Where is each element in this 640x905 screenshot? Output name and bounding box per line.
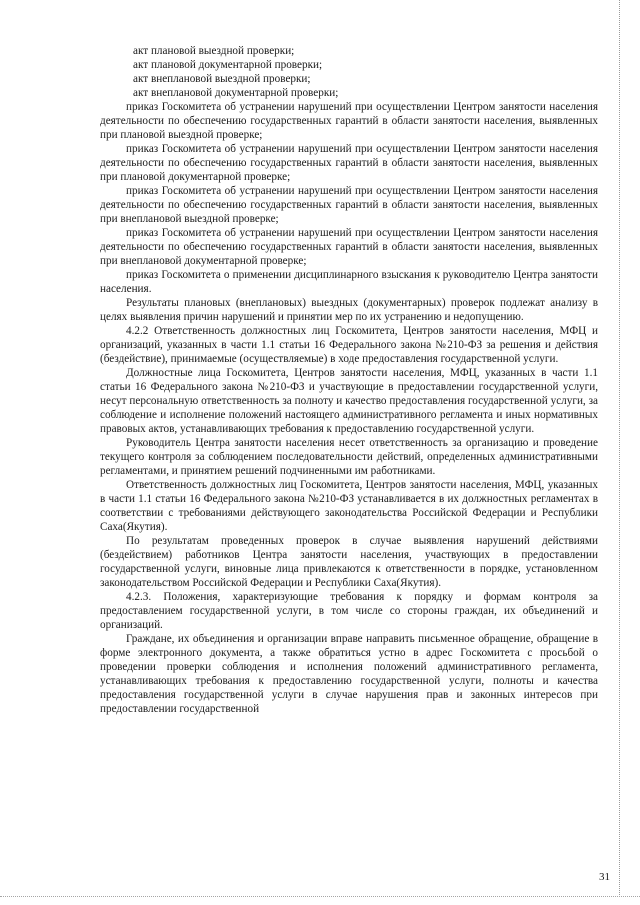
paragraph: Граждане, их объединения и организации вправе направить письменное обращение, обращение в форме электронного документа, а также обратиться устно в адрес Госкомитета с просьбой о проведении проверки соблюдения и исполнения положений административного регламента, устанавливающих требования к предоставлению государственной услуги, полноты и качества предоставления государственной услуги в случае нарушения прав и законных интересов при предоставлении государственной [100, 633, 598, 715]
list-item: акт внеплановой выездной проверки; [133, 73, 311, 85]
paragraph: приказ Госкомитета об устранении нарушений при осуществлении Центром занятости населения деятельности по обеспечению государственных гарантий в области занятости населения, выявленных при внеплановой выездной проверке; [100, 185, 598, 225]
paragraph: По результатам проведенных проверок в случае выявления нарушений действиями (бездействием) работников Центра занятости населения, участвующих в предоставлении государственной услуги, виновные лица привлекаются к ответственности в порядке, установленном законодательством Российской Федерации и Республики Саха(Якутия). [100, 535, 598, 589]
paragraph: приказ Госкомитета о применении дисциплинарного взыскания к руководителю Центра занятости населения. [100, 269, 598, 295]
list-item: акт внеплановой документарной проверки; [133, 87, 339, 99]
page-number: 31 [599, 871, 610, 883]
paragraph: приказ Госкомитета об устранении нарушений при осуществлении Центром занятости населения деятельности по обеспечению государственных гарантий в области занятости населения, выявленных при плановой документарной проверке; [100, 143, 598, 183]
paragraph: Ответственность должностных лиц Госкомитета, Центров занятости населения, МФЦ, указанных в части 1.1 статьи 16 Федерального закона №210-ФЗ устанавливается в их должностных регламентах в соответствии с требованиями действующего законодательства Российской Федерации и Республики Саха(Якутия). [100, 479, 598, 533]
paragraph: приказ Госкомитета об устранении нарушений при осуществлении Центром занятости населения деятельности по обеспечению государственных гарантий в области занятости населения, выявленных при плановой выездной проверке; [100, 101, 598, 141]
paragraph: приказ Госкомитета об устранении нарушений при осуществлении Центром занятости населения деятельности по обеспечению государственных гарантий в области занятости населения, выявленных при внеплановой документарной проверке; [100, 227, 598, 267]
section-heading: 4.2.2 Ответственность должностных лиц Госкомитета, Центров занятости населения, МФЦ и организаций, указанных в части 1.1 статьи 16 Федерального закона №210-ФЗ за решения и действия (бездействие), принимаемые (осуществляемые) в ходе предоставления государственной услуги. [100, 325, 598, 365]
paragraph: Руководитель Центра занятости населения несет ответственность за организацию и проведение текущего контроля за соблюдением последовательности действий, определенных административными регламентами, и принятием решений подчиненными им работниками. [100, 437, 598, 477]
document-body [100, 44, 598, 716]
paragraph: Должностные лица Госкомитета, Центров занятости населения, МФЦ, указанных в части 1.1 статьи 16 Федерального закона №210-ФЗ и участвующие в предоставлении государственной услуги, несут персональную ответственность за полноту и качество предоставления государственной услуги, за соблюдение и исполнение положений настоящего административного регламента и иных нормативных правовых актов, устанавливающих требования к предоставлению государственной услуги. [100, 367, 598, 435]
paragraph: Результаты плановых (внеплановых) выездных (документарных) проверок подлежат анализу в целях выявления причин нарушений и принятии мер по их устранению и недопущению. [100, 297, 598, 323]
page-edge-bottom [0, 896, 640, 897]
page-edge-right [619, 0, 620, 895]
list-item: акт плановой документарной проверки; [133, 59, 323, 71]
list-item: акт плановой выездной проверки; [133, 45, 295, 57]
section-heading: 4.2.3. Положения, характеризующие требования к порядку и формам контроля за предоставлением государственной услуги, в том числе со стороны граждан, их объединений и организаций. [100, 591, 598, 631]
